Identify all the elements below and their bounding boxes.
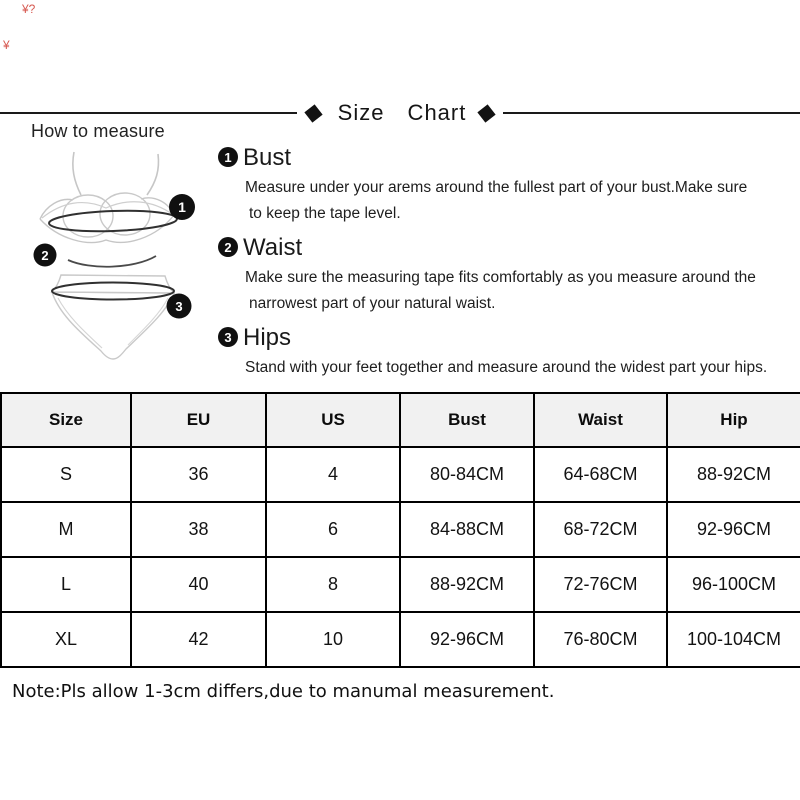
cell: 92-96CM [667,502,800,557]
page-title: Size Chart [337,100,467,125]
svg-text:3: 3 [175,299,183,314]
step-2-badge: 2 [218,237,238,257]
figure-marker-1 [169,194,195,220]
step-3-text [245,355,793,381]
bikini-illustration [28,144,224,374]
step-1-badge: 1 [218,147,238,167]
col-header-hip: Hip [667,393,800,447]
table-row-l [1,557,800,612]
col-header-waist: Waist [534,393,667,447]
cell: 36 [131,447,266,502]
title-rule-right [503,112,800,114]
cell: 88-92CM [400,557,534,612]
step-3-badge: 3 [218,327,238,347]
col-header-bust: Bust [400,393,534,447]
cell: 68-72CM [534,502,667,557]
cell: 80-84CM [400,447,534,502]
step-bust [218,143,793,227]
how-to-measure-label: How to measure [31,121,165,141]
diamond-icon [304,104,322,122]
cell: 96-100CM [667,557,800,612]
measurement-figure [28,144,224,379]
cell: 64-68CM [534,447,667,502]
cell: M [1,502,131,557]
cell: 4 [266,447,400,502]
step-2-line-1: Make sure the measuring tape fits comfortably as you measure around the [245,269,756,286]
diamond-icon [478,104,496,122]
step-1-title: Bust [243,144,292,171]
table-row-xl [1,612,800,667]
cell: 84-88CM [400,502,534,557]
cell: S [1,447,131,502]
cell: 40 [131,557,266,612]
col-header-us: US [266,393,400,447]
watermark-mark-top: ¥? [22,2,36,16]
cell: 8 [266,557,400,612]
step-2-title: Waist [243,234,303,261]
size-table-header-row [1,393,800,447]
measurement-note: Note:Pls allow 1-3cm differs,due to manumal measurement. [12,681,555,702]
step-hips [218,323,793,381]
cell: L [1,557,131,612]
figure-marker-2 [34,244,57,267]
step-2-text [245,265,793,317]
cell: 88-92CM [667,447,800,502]
step-1-line-1: Measure under your arems around the fullest part of your bust.Make sure [245,179,748,196]
watermark-mark-left: ¥ [3,38,10,52]
cell: 6 [266,502,400,557]
measuring-instructions [218,143,793,387]
step-waist [218,233,793,317]
title-rule-left [0,112,297,114]
cell: 92-96CM [400,612,534,667]
svg-text:2: 2 [41,248,49,263]
step-1-line-2: to keep the tape level. [249,205,401,222]
step-3-line-1: Stand with your feet together and measure around the widest part your hips. [245,359,768,376]
cell: 38 [131,502,266,557]
table-row-s [1,447,800,502]
col-header-size: Size [1,393,131,447]
size-table [0,392,800,668]
cell: XL [1,612,131,667]
cell: 100-104CM [667,612,800,667]
step-3-title: Hips [243,324,292,351]
cell: 10 [266,612,400,667]
step-2-line-2: narrowest part of your natural waist. [249,295,496,312]
cell: 42 [131,612,266,667]
step-1-text [245,175,793,227]
figure-marker-3 [167,294,192,319]
cell: 72-76CM [534,557,667,612]
cell: 76-80CM [534,612,667,667]
table-row-m [1,502,800,557]
svg-text:1: 1 [178,199,186,215]
col-header-eu: EU [131,393,266,447]
